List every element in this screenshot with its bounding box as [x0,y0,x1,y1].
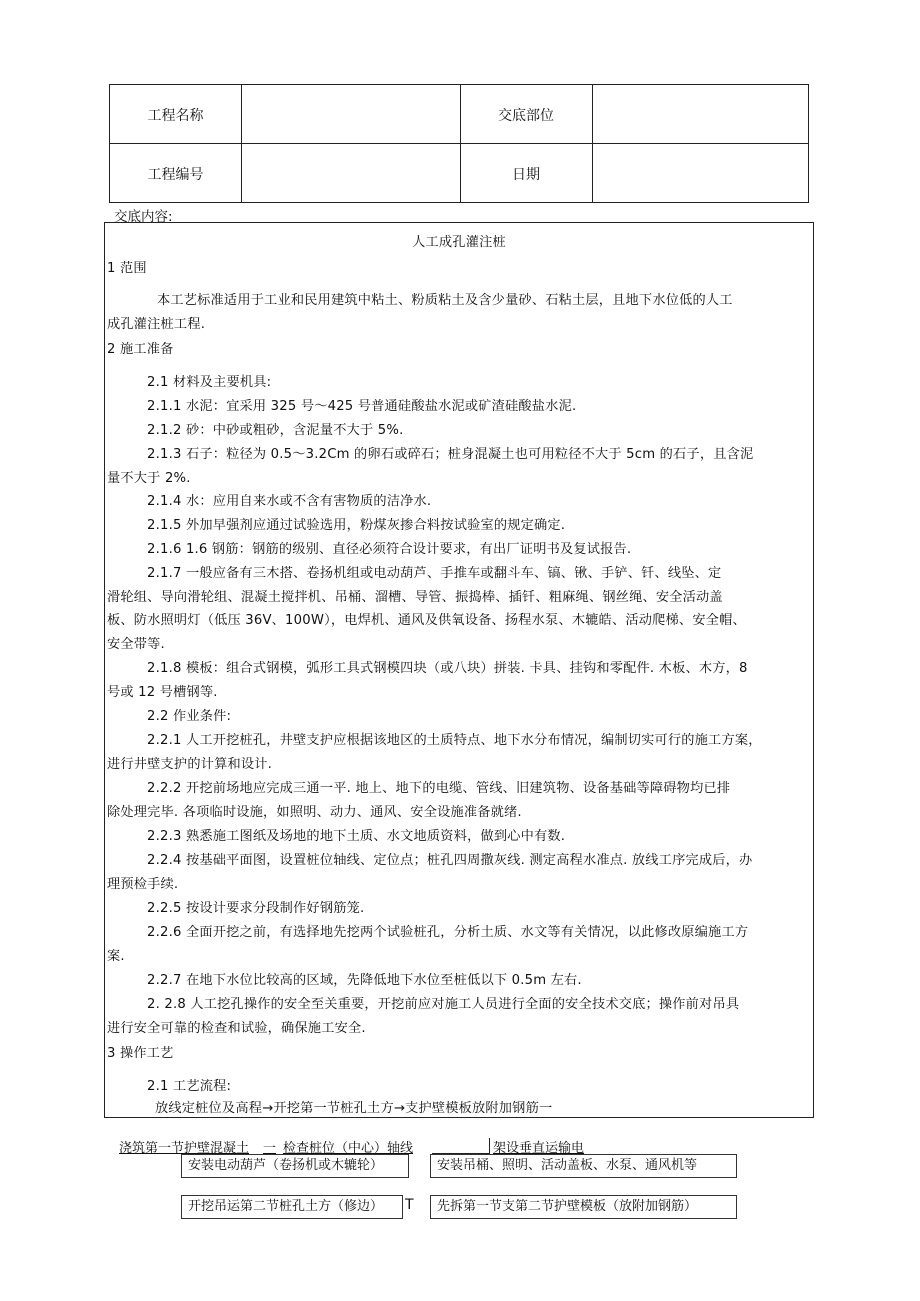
project-no-label: 工程编号 [147,167,204,183]
paragraph-line: 本工艺标准适用于工业和民用建筑中粘土、粉质粘土及含少量砂、石粘土层，且地下水位低的人工 [157,293,733,308]
flow-box: 安装吊桶、照明、活动盖板、水泵、通风机等 [430,1154,737,1178]
item-line: 2.2.1 人工开挖桩孔，井壁支护应根据该地区的土质特点、地下水分布情况，编制切实可行的施工方案， [147,733,762,748]
item-line: 2.1.3 石子：粒径为 0.5～3.2Cm 的卵石或碎石；桩身混凝土也可用粒径不大于 5cm 的石子，且含泥 [147,447,754,462]
item-line: 2.1 材料及主要机具: [147,375,272,390]
doc-title: 人工成孔灌注桩 [412,235,506,250]
divider [110,143,808,144]
item-line: 除处理完毕. 各项临时设施，如照明、动力、通风、安全设施准备就绪. [107,805,522,820]
item-line: 2.1.7 一般应备有三木搭、卷扬机组或电动葫芦、手推车或翻斗车、镐、锹、手铲、钎、线坠、定 [147,566,722,581]
item-line: 2.1.6 1.6 钢筋：钢筋的级别、直径必须符合设计要求，有出厂证明书及复试报告. [147,542,632,557]
item-line: 2.2.7 在地下水位比较高的区域，先降低地下水位至桩低以下 0.5m 左右. [147,973,582,988]
item-line: 理预检手续. [107,877,179,892]
item-line: 2.2.4 按基础平面图，设置桩位轴线、定位点；桩孔四周撒灰线. 测定高程水准点. 放线工序完成后，办 [147,853,753,868]
item-line: 2.1.8 模板：组合式钢模，弧形工具式钢模四块（或八块）拼装. 卡具、挂钩和零配件. 木板、木方，8 [147,661,748,676]
item-line: 号或 12 号槽钢等. [107,685,218,700]
item-line: 2.2 作业条件: [147,709,232,724]
arrow-icon: T [405,1197,414,1213]
item-line: 板、防水照明灯（低压 36V、100W），电焊机、通风及供氧设备、扬程水泵、木辘皓、活动爬梯、安全帽、 [107,613,746,628]
date-label: 日期 [512,167,540,183]
flow-step: 浇筑第一节护壁混凝土 [119,1141,250,1156]
content-label: 交底内容: [114,209,173,225]
item-line: 进行安全可靠的检查和试验，确保施工安全. [107,1021,366,1036]
item-line: 2.2.3 熟悉施工图纸及场地的地下土质、水文地质资料，做到心中有数. [147,829,566,844]
item-line: 2.1.5 外加早强剂应通过试验选用，粉煤灰掺合料按试验室的规定确定. [147,518,566,533]
paragraph-line: 成孔灌注桩工程. [107,317,206,332]
content-box [104,222,814,1118]
item-line: 2.2.2 开挖前场地应完成三通一平. 地上、地下的电缆、管线、旧建筑物、设备基础等障碍物均已排 [147,781,731,796]
part-label: 交底部位 [498,108,554,124]
item-line: 2.2.6 全面开挖之前，有选择地先挖两个试验桩孔，分析土质、水文等有关情况，以此修改原编施工方 [147,925,749,940]
item-line: 2.2.5 按设计要求分段制作好钢筋笼. [147,901,365,916]
section-heading: 1 范围 [107,261,147,276]
item-line: 案. [107,949,125,964]
flow-box: 先拆第一节支第二节护壁模板（放附加钢筋） [430,1195,737,1219]
flow-step: 架设垂直运输电 [493,1141,585,1156]
section-heading: 3 操作工艺 [107,1046,174,1061]
flow-step: 检查桩位（中心）轴线 [283,1141,414,1156]
item-line: 安全带等. [107,637,165,652]
item-line: 2.1.4 水：应用自来水或不含有害物质的洁净水. [147,494,432,509]
header-table [109,84,809,203]
flow-line: 放线定桩位及高程→开挖第一节桩孔土方→支护壁模板放附加钢筋一 [155,1101,553,1116]
item-line: 量不大于 2%. [107,471,191,486]
item-line: 进行井壁支护的计算和设计. [107,757,273,772]
divider [489,1138,490,1154]
section-heading: 2 施工准备 [107,342,174,357]
item-line: 2.1 工艺流程: [147,1079,232,1094]
item-line: 2.1.1 水泥：宜采用 325 号～425 号普通硅酸盐水泥或矿渣硅酸盐水泥. [147,399,577,414]
flow-step: 一 [263,1141,277,1156]
item-line: 2. 2.8 人工挖孔操作的安全至关重要，开挖前应对施工人员进行全面的安全技术交底；操作前对吊具 [147,997,740,1012]
project-name-label: 工程名称 [147,108,204,124]
item-line: 2.1.2 砂：中砂或粗砂，含泥量不大于 5%. [147,423,404,438]
flow-box: 开挖吊运第二节桩孔土方（修边） [181,1195,403,1219]
flow-box: 安装电动葫芦（卷扬机或木辘轮） [181,1154,409,1178]
item-line: 滑轮组、导向滑轮组、混凝土搅拌机、吊桶、溜槽、导管、振捣棒、插钎、粗麻绳、钢丝绳、安全活动盖 [107,590,723,605]
